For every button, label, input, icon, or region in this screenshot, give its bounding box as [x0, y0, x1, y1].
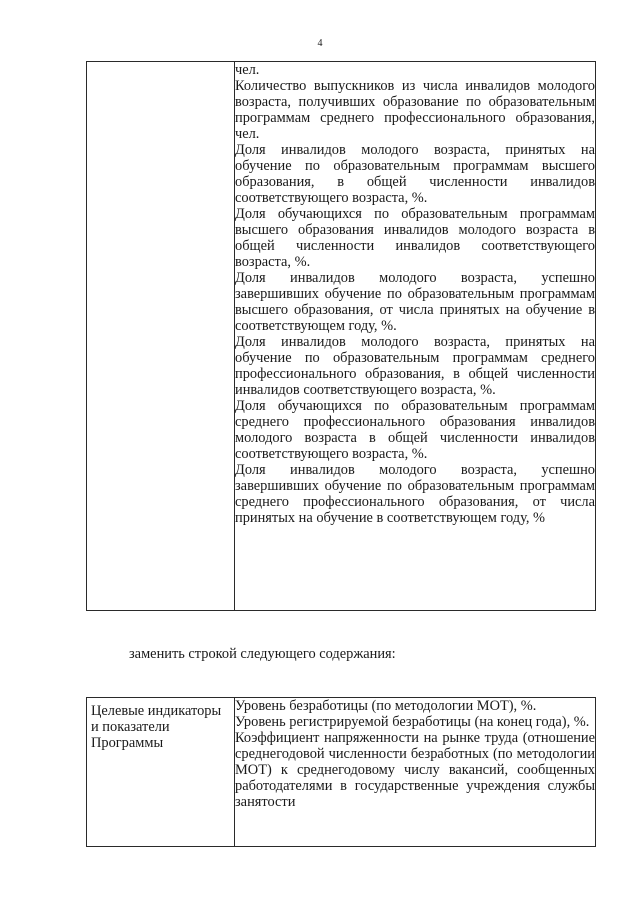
table-cell-left	[87, 698, 235, 847]
page-number: 4	[317, 38, 323, 49]
left-cell-text: Целевые индикаторы и показатели Программы	[91, 703, 222, 751]
indicator-text: Уровень безработицы (по методологии МОТ), %.	[235, 698, 537, 714]
table-row	[87, 62, 596, 611]
left-cell-text	[87, 62, 234, 67]
table-cell-right	[235, 698, 596, 847]
indicator-text: Уровень регистрируемой безработицы (на конец года), %.	[235, 714, 590, 730]
table-row	[87, 698, 596, 847]
replace-instruction: заменить строкой следующего содержания:	[129, 646, 396, 662]
indicator-text: Доля инвалидов молодого возраста, успешно завершивших обучение по образовательным программам высшего образования, от числа принятых на обучение в соответствующем году, %.	[235, 270, 595, 334]
indicator-text: Доля инвалидов молодого возраста, принятых на обучение по образовательным программам высшего образования, в общей численности инвалидов соответствующего возраста, %.	[235, 142, 595, 206]
indicators-table-new	[86, 697, 596, 847]
indicator-text: Доля инвалидов молодого возраста, успешно завершивших обучение по образовательным программам среднего профессионального образования, от числа принятых на обучение в соответствующем году, %	[235, 462, 595, 526]
indicator-text: Доля обучающихся по образовательным программам высшего образования инвалидов молодого возраста в общей численности инвалидов соответствующего возраста, %.	[235, 206, 595, 270]
indicator-text: Доля обучающихся по образовательным программам среднего профессионального образования инвалидов молодого возраста в общей численности инвалидов соответствующего возраста, %.	[235, 398, 595, 462]
indicators-table-old	[86, 61, 596, 611]
indicator-text: чел.	[235, 62, 260, 78]
table-cell-right	[235, 62, 596, 611]
indicator-text: Доля инвалидов молодого возраста, принятых на обучение по образовательным программам среднего профессионального образования, в общей численности инвалидов соответствующего возраста, %.	[235, 334, 595, 398]
table-cell-left	[87, 62, 235, 611]
indicator-text: Коэффициент напряженности на рынке труда (отношение среднегодовой численности безработных (по методологии МОТ) к среднегодовому числу вакансий, сообщенных работодателями в государственные учреждения службы занятости	[235, 730, 595, 810]
indicator-text: Количество выпускников из числа инвалидов молодого возраста, получивших образование по образовательным программам среднего профессионального образования, чел.	[235, 78, 595, 142]
